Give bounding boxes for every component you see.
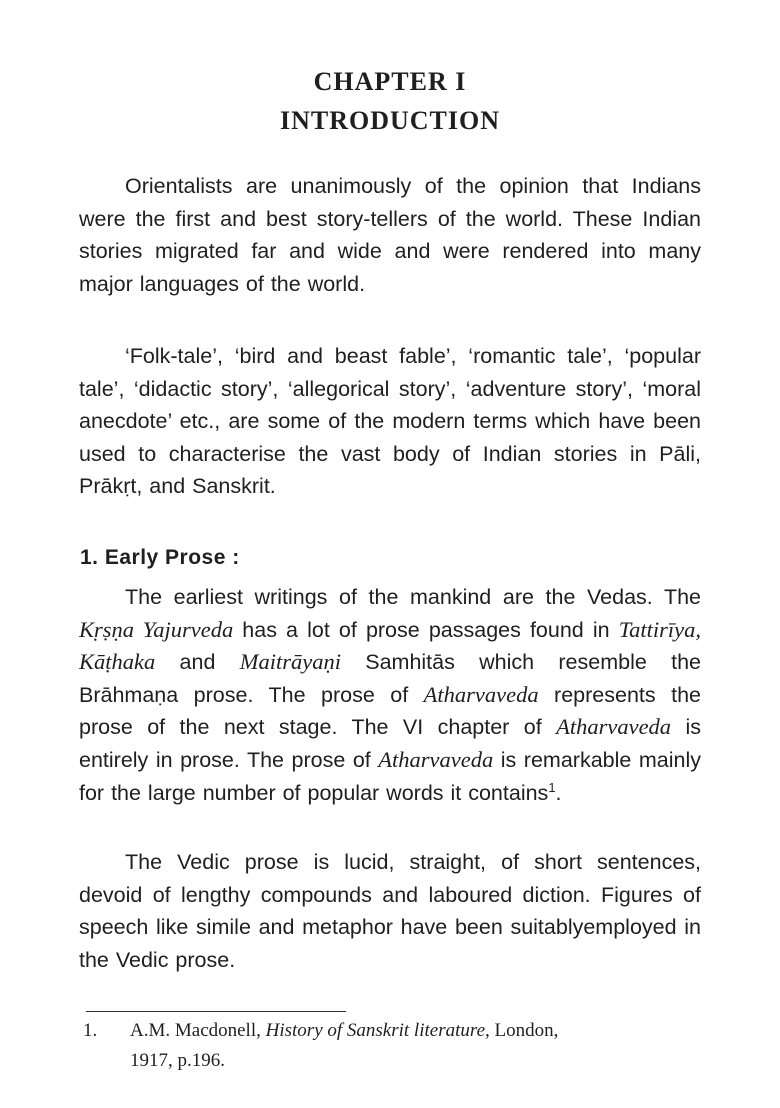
footnote-publisher: , London, (485, 1020, 559, 1041)
section-heading-early-prose: 1. Early Prose : (80, 546, 240, 569)
paragraph-earliest-writings (79, 581, 701, 809)
text-run: is entirely in prose. The prose of (79, 715, 701, 772)
italic-term-krsna-yajurveda: Kṛṣṇa Yajurveda (79, 616, 234, 642)
footnote-divider (86, 1011, 346, 1012)
italic-term-tattiriya-kathaka: Tattirīya, Kāṭhaka (79, 616, 702, 675)
footnote (83, 1016, 703, 1076)
text-run: has a lot of prose passages found in (233, 617, 619, 642)
italic-term-atharvaveda: Atharvaveda (423, 681, 539, 707)
footnote-date-page: 1917, p.196. (130, 1050, 225, 1071)
italic-term-atharvaveda: Atharvaveda (378, 746, 494, 772)
chapter-title: INTRODUCTION (279, 106, 501, 135)
text-run: represents the prose of the next stage. The VI chapter of (79, 682, 701, 740)
footnote-book-title: History of Sanskrit literature (265, 1020, 485, 1041)
text-run: is remarkable mainly for the large number of popular words it contains (79, 747, 701, 805)
chapter-label: CHAPTER I (313, 67, 467, 96)
text-run: and (155, 650, 240, 675)
paragraph-orientalists: Orientalists are unanimously of the opinion that Indians were the first and best story-tellers of the world. These Indian stories migrated far and wide and were rendered into many major languages of the world. (79, 174, 701, 296)
italic-term-atharvaveda: Atharvaveda (556, 714, 672, 740)
footnote-number: 1. (83, 1020, 98, 1041)
italic-term-maitrayani: Maitrāyaṇi (239, 649, 341, 675)
text-run: Samhitās which resemble the Brāhmaṇa prose. The prose of (79, 650, 701, 707)
paragraph-story-terms: ‘Folk-tale’, ‘bird and beast fable’, ‘romantic tale’, ‘popular tale’, ‘didactic story’, ‘allegorical story’, ‘adventure story’, ‘moral anecdote’ etc., are some of the modern terms which have been used to characterise the vast body of Indian stories in Pāli, Prākṛt, and Sanskrit. (79, 344, 701, 499)
footnote-reference[interactable]: 1 (548, 779, 556, 795)
footnote-author: A.M. Macdonell, (130, 1020, 266, 1041)
text-run: The earliest writings of the mankind are the Vedas. The (125, 585, 701, 609)
paragraph-vedic-prose: The Vedic prose is lucid, straight, of short sentences, devoid of lengthy compounds and laboured diction. Figures of speech like simile and metaphor have been suitablyemployed in the Vedic prose. (79, 850, 701, 972)
text-run: . (555, 780, 562, 805)
